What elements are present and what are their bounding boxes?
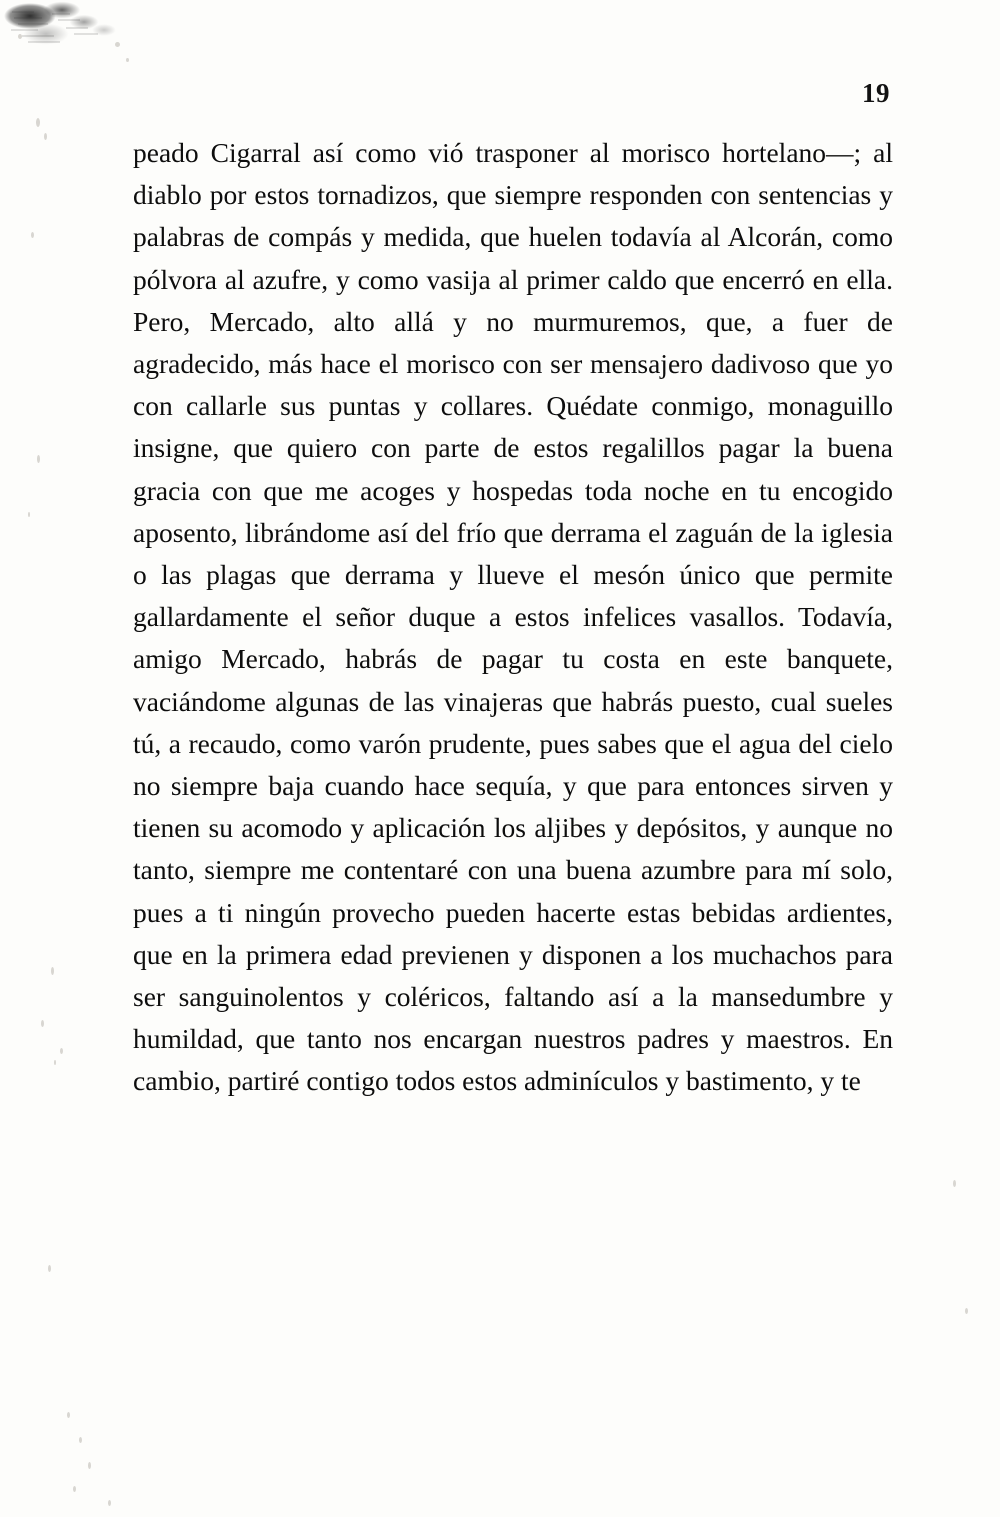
scan-speck-icon	[79, 1437, 82, 1443]
scan-speck-icon	[28, 512, 30, 517]
scan-speck-icon	[51, 967, 54, 975]
scan-speck-icon	[41, 1020, 44, 1027]
scan-speck-icon	[88, 1462, 91, 1469]
scan-speck-icon	[73, 1486, 76, 1492]
scan-speck-icon	[108, 1500, 111, 1506]
scan-speck-icon	[18, 34, 22, 39]
scan-speck-icon	[54, 1060, 56, 1065]
scan-speck-icon	[115, 42, 120, 47]
scan-speck-icon	[31, 232, 34, 238]
scan-smudge-icon	[0, 0, 128, 62]
scan-speck-icon	[67, 1412, 70, 1418]
scan-speck-icon	[953, 1180, 956, 1187]
scan-speck-icon	[36, 118, 40, 127]
scan-speck-icon	[126, 58, 129, 62]
scan-speck-icon	[37, 455, 40, 463]
scan-speck-icon	[44, 133, 47, 140]
body-text-block	[133, 132, 893, 1103]
scan-speck-icon	[48, 1265, 51, 1272]
scan-speck-icon	[60, 1048, 63, 1054]
body-paragraph: peado Cigarral así como vió trasponer al morisco hortelano—; al diablo por estos tornadizos, que siempre responden con sentencias y palabras de compás y medida, que huelen todavía al Alcorán, como pólvora al azufre, y como vasija al primer caldo que encerró en ella. Pero, Mercado, alto allá y no murmuremos, que, a fuer de agradecido, más hace el morisco con ser mensajero dadivoso que yo con callarle sus puntas y collares. Quédate conmigo, monaguillo insigne, que quiero con parte de estos regalillos pagar la buena gracia con que me acoges y hospedas toda noche en tu encogido aposento, librándome así del frío que derrama el zaguán de la iglesia o las plagas que derrama y llueve el mesón único que permite gallardamente el señor duque a estos infelices vasallos. Todavía, amigo Mercado, habrás de pagar tu costa en este banquete, vaciándome algunas de las vinajeras que habrás puesto, cual sueles tú, a recaudo, como varón prudente, pues sabes que el agua del cielo no siempre baja cuando hace sequía, y que para entonces sirven y tienen su acomodo y aplicación los aljibes y depósitos, y aunque no tanto, siempre me contentaré con una buena azumbre para mí solo, pues a ti ningún provecho pueden hacerte estas bebidas ardientes, que en la primera edad previenen y disponen a los muchachos para ser sanguinolentos y coléricos, faltando así a la mansedumbre y humildad, que tanto nos encargan nuestros padres y maestros. En cambio, partiré contigo todos estos adminículos y bastimento, y te	[133, 137, 893, 1097]
scan-hatch-icon	[8, 6, 104, 50]
scan-speck-icon	[965, 1308, 968, 1314]
page-number: 19	[862, 78, 890, 108]
